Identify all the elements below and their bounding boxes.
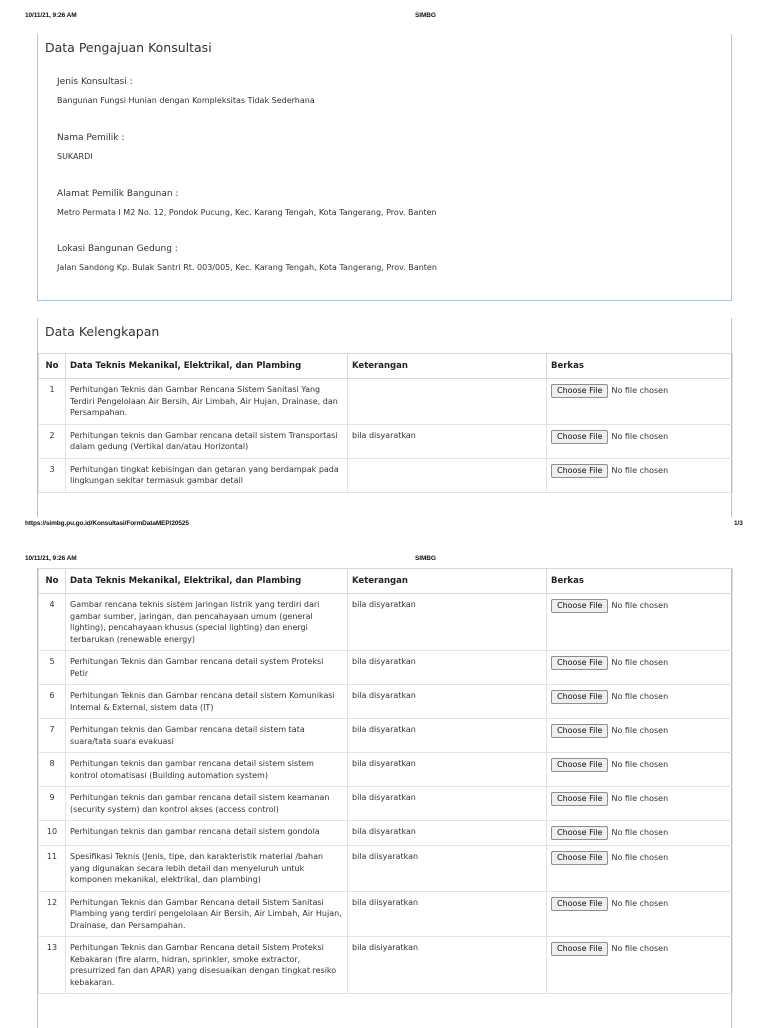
- file-status-text: No file chosen: [611, 828, 669, 838]
- row-file-cell: [547, 891, 733, 937]
- choose-file-button[interactable]: Choose File: [551, 690, 608, 704]
- print-footer: [25, 520, 745, 530]
- file-input[interactable]: [551, 384, 728, 398]
- print-site: SIMBG: [415, 555, 436, 562]
- row-data-description: Perhitungan teknis dan gambar rencana detail sistem keamanan (security system) dan kontrol akses (access control): [66, 787, 348, 821]
- table-header-row: [39, 354, 733, 379]
- choose-file-button[interactable]: Choose File: [551, 464, 608, 478]
- row-note: bila diisyaratkan: [348, 846, 547, 892]
- row-data-description: Perhitungan tingkat kebisingan dan getaran yang berdampak pada lingkungan sekitar termasuk gambar detail: [66, 458, 348, 492]
- file-status-text: No file chosen: [611, 601, 669, 611]
- col-header-no: No: [39, 569, 66, 594]
- row-number: 2: [39, 424, 66, 458]
- print-datetime: 10/11/21, 9:26 AM: [25, 12, 77, 19]
- completeness-table-continued: [38, 568, 733, 994]
- table-row: [39, 458, 733, 492]
- choose-file-button[interactable]: Choose File: [551, 851, 608, 865]
- table-row: [39, 821, 733, 846]
- row-file-cell: [547, 379, 733, 425]
- table-header-row: [39, 569, 733, 594]
- row-data-description: Gambar rencana teknis sistem jaringan listrik yang terdiri dari gambar sumber, jaringan, dan pencahayaan umum (general lighting), pencahayaan khusus (special lighting) dan energi terbarukan (renewable energy): [66, 594, 348, 651]
- file-status-text: No file chosen: [611, 898, 669, 908]
- field-value: Bangunan Fungsi Hunian dengan Kompleksitas Tidak Sederhana: [57, 96, 315, 105]
- row-number: 9: [39, 787, 66, 821]
- col-header-data: Data Teknis Mekanikal, Elektrikal, dan Plambing: [66, 354, 348, 379]
- row-data-description: Perhitungan teknis dan gambar rencana detail sistem gondola: [66, 821, 348, 846]
- print-datetime: 10/11/21, 9:26 AM: [25, 555, 77, 562]
- table-row: [39, 937, 733, 994]
- table-row: [39, 379, 733, 425]
- field-label: Jenis Konsultasi :: [57, 77, 133, 87]
- choose-file-button[interactable]: Choose File: [551, 384, 608, 398]
- row-note: bila disyaratkan: [348, 651, 547, 685]
- table-row: [39, 651, 733, 685]
- choose-file-button[interactable]: Choose File: [551, 724, 608, 738]
- completeness-card: [37, 318, 732, 517]
- file-status-text: No file chosen: [611, 944, 669, 954]
- row-data-description: Perhitungan Teknis dan Gambar Rencana detail Sistem Proteksi Kebakaran (fire alarm, hidran, sprinkler, smoke extractor, presurrized fan dan APAR) yang disesuaikan dengan tingkat resiko kebakaran.: [66, 937, 348, 994]
- row-file-cell: [547, 719, 733, 753]
- row-file-cell: [547, 753, 733, 787]
- field-label: Nama Pemilik :: [57, 133, 125, 143]
- row-note: bila diisyaratkan: [348, 891, 547, 937]
- choose-file-button[interactable]: Choose File: [551, 599, 608, 613]
- field-value: Jalan Sandong Kp. Bulak Santri Rt. 003/005, Kec. Karang Tengah, Kota Tangerang, Prov. Banten: [57, 263, 437, 272]
- print-page-number: 1/3: [734, 520, 743, 527]
- table-row: [39, 753, 733, 787]
- row-note: bila disyaratkan: [348, 821, 547, 846]
- row-number: 6: [39, 685, 66, 719]
- file-input[interactable]: [551, 430, 728, 444]
- field-nama-pemilik: [57, 133, 124, 161]
- file-input[interactable]: [551, 464, 728, 478]
- col-header-keterangan: Keterangan: [348, 354, 547, 379]
- table-row: [39, 685, 733, 719]
- col-header-no: No: [39, 354, 66, 379]
- file-input[interactable]: [551, 826, 728, 840]
- row-file-cell: [547, 787, 733, 821]
- row-file-cell: [547, 651, 733, 685]
- row-note: bila disyaratkan: [348, 424, 547, 458]
- table-row: [39, 787, 733, 821]
- file-input[interactable]: [551, 792, 728, 806]
- file-input[interactable]: [551, 942, 728, 956]
- row-number: 10: [39, 821, 66, 846]
- file-input[interactable]: [551, 897, 728, 911]
- file-status-text: No file chosen: [611, 658, 669, 668]
- table-row: [39, 891, 733, 937]
- field-jenis-konsultasi: [57, 77, 315, 105]
- file-input[interactable]: [551, 758, 728, 772]
- row-number: 7: [39, 719, 66, 753]
- file-input[interactable]: [551, 599, 728, 613]
- row-note: [348, 458, 547, 492]
- row-file-cell: [547, 594, 733, 651]
- completeness-title: Data Kelengkapan: [45, 324, 160, 339]
- print-header: [25, 12, 745, 22]
- file-status-text: No file chosen: [611, 794, 669, 804]
- field-label: Alamat Pemilik Bangunan :: [57, 189, 179, 199]
- row-number: 11: [39, 846, 66, 892]
- row-number: 8: [39, 753, 66, 787]
- row-note: bila disyaratkan: [348, 594, 547, 651]
- field-value: SUKARDI: [57, 152, 93, 161]
- row-number: 12: [39, 891, 66, 937]
- choose-file-button[interactable]: Choose File: [551, 792, 608, 806]
- choose-file-button[interactable]: Choose File: [551, 758, 608, 772]
- print-url: https://simbg.pu.go.id/Konsultasi/FormDataMEP/20525: [25, 520, 189, 527]
- row-file-cell: [547, 937, 733, 994]
- col-header-berkas: Berkas: [547, 354, 733, 379]
- row-data-description: Spesifikasi Teknis (Jenis, tipe, dan karakteristik material /bahan yang digunakan secara lebih detail dan menyeluruh untuk komponen mekanikal, elektrikal, dan plambing): [66, 846, 348, 892]
- file-status-text: No file chosen: [611, 465, 669, 475]
- row-file-cell: [547, 424, 733, 458]
- choose-file-button[interactable]: Choose File: [551, 430, 608, 444]
- file-input[interactable]: [551, 851, 728, 865]
- table-row: [39, 719, 733, 753]
- field-alamat-pemilik: [57, 189, 437, 217]
- choose-file-button[interactable]: Choose File: [551, 656, 608, 670]
- row-number: 13: [39, 937, 66, 994]
- table-row: [39, 594, 733, 651]
- field-value: Metro Permata I M2 No. 12, Pondok Pucung, Kec. Karang Tengah, Kota Tangerang, Prov. Banten: [57, 208, 437, 217]
- choose-file-button[interactable]: Choose File: [551, 942, 608, 956]
- row-note: bila disyaratkan: [348, 719, 547, 753]
- row-file-cell: [547, 821, 733, 846]
- row-data-description: Perhitungan Teknis dan Gambar rencana detail system Proteksi Petir: [66, 651, 348, 685]
- row-number: 3: [39, 458, 66, 492]
- file-status-text: No file chosen: [611, 760, 669, 770]
- row-data-description: Perhitungan teknis dan Gambar rencana detail sistem Transportasi dalam gedung (Vertikal dan/atau Horizontal): [66, 424, 348, 458]
- row-file-cell: [547, 458, 733, 492]
- file-status-text: No file chosen: [611, 386, 669, 396]
- print-header-page2: [25, 555, 745, 565]
- file-status-text: No file chosen: [611, 853, 669, 863]
- row-data-description: Perhitungan Teknis dan Gambar rencana detail sistem Komunikasi Internal & External, sistem data (IT): [66, 685, 348, 719]
- print-site: SIMBG: [415, 12, 436, 19]
- row-data-description: Perhitungan Teknis dan Gambar Rencana Sistem Sanitasi Yang Terdiri Pengelolaan Air Bersih, Air Limbah, Air Hujan, Drainase, dan Persampahan.: [66, 379, 348, 425]
- row-note: bila disyaratkan: [348, 753, 547, 787]
- field-lokasi-bangunan: [57, 244, 437, 272]
- completeness-card-continued: [37, 568, 732, 1028]
- row-note: bila disyaratkan: [348, 787, 547, 821]
- table-row: [39, 424, 733, 458]
- file-status-text: No file chosen: [611, 692, 669, 702]
- file-input[interactable]: [551, 656, 728, 670]
- choose-file-button[interactable]: Choose File: [551, 826, 608, 840]
- file-input[interactable]: [551, 724, 728, 738]
- row-note: [348, 379, 547, 425]
- row-note: bila disyaratkan: [348, 685, 547, 719]
- file-status-text: No file chosen: [611, 726, 669, 736]
- consultation-card: [37, 34, 732, 301]
- row-number: 1: [39, 379, 66, 425]
- row-data-description: Perhitungan teknis dan Gambar rencana detail sistem tata suara/tata suara evakuasi: [66, 719, 348, 753]
- field-label: Lokasi Bangunan Gedung :: [57, 244, 178, 254]
- consultation-title: Data Pengajuan Konsultasi: [45, 40, 212, 55]
- col-header-data: Data Teknis Mekanikal, Elektrikal, dan Plambing: [66, 569, 348, 594]
- row-file-cell: [547, 685, 733, 719]
- file-status-text: No file chosen: [611, 431, 669, 441]
- row-number: 4: [39, 594, 66, 651]
- row-data-description: Perhitungan teknis dan gambar rencana detail sistem sistem kontrol otomatisasi (Building automation system): [66, 753, 348, 787]
- col-header-keterangan: Keterangan: [348, 569, 547, 594]
- table-row: [39, 846, 733, 892]
- row-number: 5: [39, 651, 66, 685]
- choose-file-button[interactable]: Choose File: [551, 897, 608, 911]
- file-input[interactable]: [551, 690, 728, 704]
- row-note: bila disiyaratkan: [348, 937, 547, 994]
- completeness-table: [38, 353, 733, 493]
- row-data-description: Perhitungan Teknis dan Gambar Rencana detail Sistem Sanitasi Plambing yang terdiri pengelolaan Air Bersih, Air Limbah, Air Hujan, Drainase, dan Persampahan.: [66, 891, 348, 937]
- row-file-cell: [547, 846, 733, 892]
- col-header-berkas: Berkas: [547, 569, 733, 594]
